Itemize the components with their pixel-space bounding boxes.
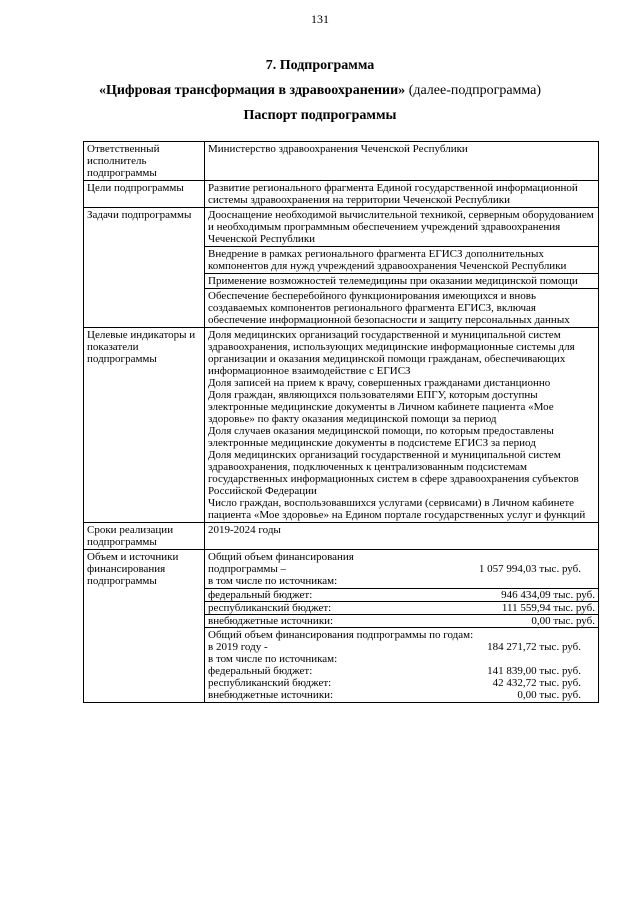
financing-by-sources: в том числе по источникам: [208,575,338,587]
year-source-amount: 0,00 тыс. руб. [517,689,581,701]
row-terms [84,523,599,550]
row-responsible [84,142,599,181]
passport-table [83,141,599,703]
year-source-amount: 42 432,72 тыс. руб. [492,677,581,689]
label-indicators: Целевые индикаторы и показатели подпрограммы [84,328,205,523]
indicator-item: Доля записей на прием к врачу, совершенных гражданами дистанционно [208,377,551,389]
passport-title: Паспорт подпрограммы [243,108,397,123]
source-amount: 0,00 тыс. руб. [402,615,599,628]
year-source-name: внебюджетные источники: [208,689,334,701]
financing-total-line1: Общий объем финансирования [208,551,354,563]
financing-total-line2: подпрограммы – [208,563,287,575]
task-item: Внедрение в рамках регионального фрагмента ЕГИСЗ дополнительных компонентов для нужд учреждений здравоохранения Чеченской Республики [205,247,599,274]
year-source-amount: 141 839,00 тыс. руб. [487,665,581,677]
task-item: Применение возможностей телемедицины при оказании медицинской помощи [205,274,599,289]
label-responsible: Ответственный исполнитель подпрограммы [84,142,205,181]
subprogram-title [0,83,640,99]
task-item: Дооснащение необходимой вычислительной техникой, серверным оборудованием и необходимым программным обеспечением учреждений здравоохранения Чеченской Республики [205,208,599,247]
source-amount: 111 559,94 тыс. руб. [402,602,599,615]
label-terms: Сроки реализации подпрограммы [84,523,205,550]
year-source-name: федеральный бюджет: [208,665,313,677]
financing-year-sources-title: в том числе по источникам: [208,653,338,665]
indicator-item: Число граждан, воспользовавшихся услугами (сервисами) в Личном кабинете пациента «Мое здоровье» на Едином портале государственных услуг и функций [208,497,586,521]
year-source-name: республиканский бюджет: [208,677,332,689]
subprogram-title-bold: «Цифровая трансформация в здравоохранении» [98,83,406,98]
value-indicators [205,328,599,523]
task-item: Обеспечение бесперебойного функционирования имеющихся и вновь создаваемых компонентов регионального фрагмента ЕГИСЗ, включая обеспечение информационной безопасности и защиту персональных данных [205,289,599,328]
value-goals: Развитие регионального фрагмента Единой государственной информационной системы здравоохранения на территории Чеченской Республики [205,181,599,208]
subprogram-title-rest: (далее-подпрограмма) [405,83,542,98]
subprogram-heading: 7. Подпрограмма [265,58,375,73]
label-financing: Объем и источники финансирования подпрограммы [84,550,205,703]
source-name: республиканский бюджет: [205,602,402,615]
row-goals [84,181,599,208]
value-terms: 2019-2024 годы [205,523,599,550]
row-tasks-1 [84,208,599,247]
row-financing-total [84,550,599,589]
label-tasks: Задачи подпрограммы [84,208,205,328]
financing-total [205,550,599,589]
financing-total-amount: 1 057 994,03 тыс. руб. [478,563,581,575]
indicator-item: Доля медицинских организаций государственной и муниципальной систем здравоохранения, подключенных к централизованным подсистемам государственных информационных систем в сфере здравоохранения субъектов Российской Федерации [208,449,579,497]
value-responsible: Министерство здравоохранения Чеченской Республики [205,142,599,181]
financing-year-amount: 184 271,72 тыс. руб. [487,641,581,653]
source-name: внебюджетные источники: [205,615,402,628]
row-indicators [84,328,599,523]
label-goals: Цели подпрограммы [84,181,205,208]
indicator-item: Доля граждан, являющихся пользователями ЕПГУ, которым доступны электронные медицинские документы в Личном кабинете пациента «Мое здоровье» по факту оказания медицинской помощи за период [208,389,554,425]
indicator-item: Доля медицинских организаций государственной и муниципальной систем здравоохранения, использующих медицинские информационные системы для организации и оказания медицинской помощи гражданам, обеспечивающих информационное взаимодействие с ЕГИСЗ [208,329,575,377]
financing-sources [205,589,599,628]
financing-by-years [205,628,599,703]
financing-years-title: Общий объем финансирования подпрограммы по годам: [208,629,474,641]
page-number: 131 [311,12,329,26]
source-name: федеральный бюджет: [208,589,313,601]
financing-year-label: в 2019 году - [208,641,268,653]
indicator-item: Доля случаев оказания медицинской помощи, по которым предоставлены электронные медицинские документы в подсистеме ЕГИСЗ за период [208,425,554,449]
source-amount: 946 434,09 тыс. руб. [501,589,595,601]
